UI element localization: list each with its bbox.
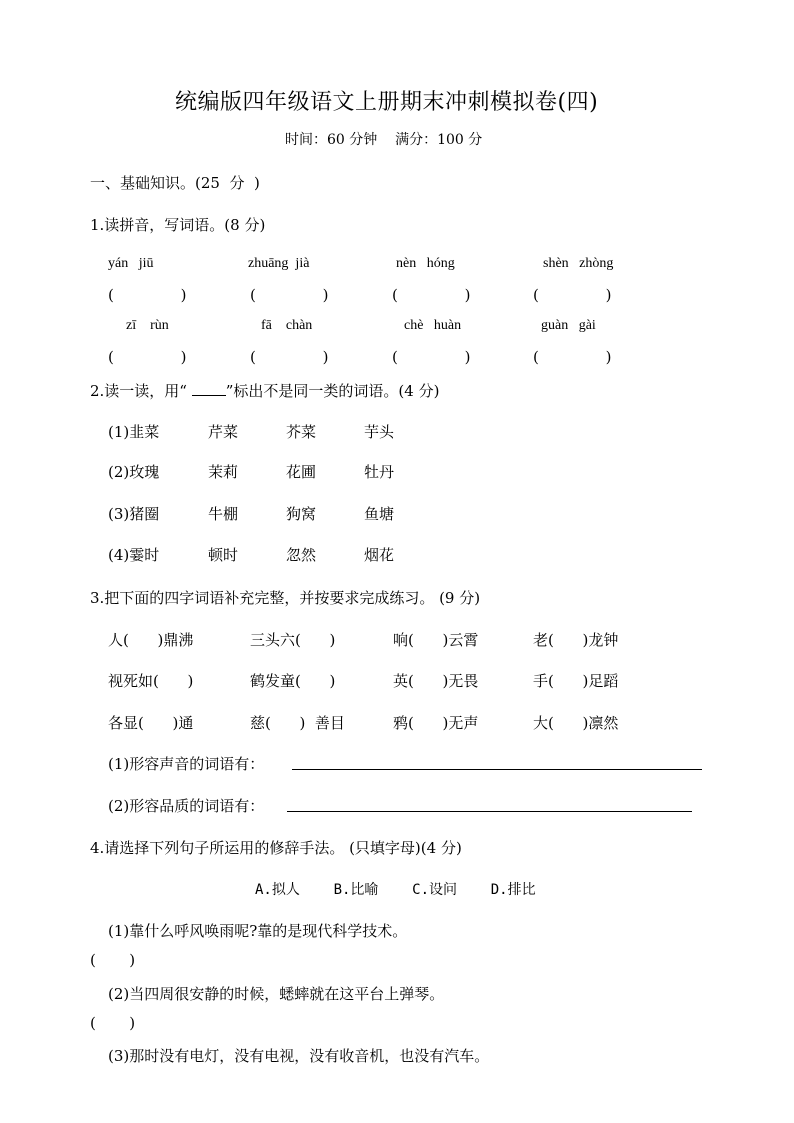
idiom-blank[interactable]: 大( )凛然	[533, 714, 619, 732]
pinyin: zī rùn	[126, 318, 169, 333]
word-item: (4)霎时	[108, 546, 160, 564]
answer-line[interactable]	[287, 811, 692, 812]
question-3-title: 3.把下面的四字词语补充完整，并按要求完成练习。 (9 分)	[90, 589, 481, 607]
word-item: (3)猪圈	[108, 505, 160, 523]
word-item: (2)玫瑰	[108, 463, 160, 481]
idiom-blank[interactable]: 老( )龙钟	[533, 631, 619, 649]
idiom-blank[interactable]: 英( )无畏	[393, 672, 479, 690]
word-item: 鱼塘	[364, 505, 395, 523]
answer-blank[interactable]: ( )	[533, 348, 612, 366]
word-item: 牛棚	[208, 505, 239, 523]
answer-blank[interactable]: ( )	[392, 286, 471, 304]
word-item: 忽然	[286, 546, 317, 564]
question-4-title: 4.请选择下列句子所运用的修辞手法。 (只填字母)(4 分)	[90, 839, 462, 857]
sub-question-sound: (1)形容声音的词语有：	[108, 755, 265, 773]
sub-question-quality: (2)形容品质的词语有：	[108, 797, 265, 815]
word-item: 芹菜	[208, 423, 239, 441]
answer-blank[interactable]: ( )	[90, 1014, 136, 1032]
answer-blank[interactable]: ( )	[90, 951, 136, 969]
pinyin: nèn hóng	[396, 256, 455, 271]
pinyin: fā chàn	[261, 318, 313, 333]
pinyin: guàn gài	[541, 318, 596, 333]
word-item: 芥菜	[286, 423, 317, 441]
word-item: 顿时	[208, 546, 239, 564]
pinyin: chè huàn	[404, 318, 462, 333]
idiom-blank[interactable]: 响( )云霄	[393, 631, 479, 649]
answer-blank[interactable]: ( )	[250, 286, 329, 304]
pinyin: zhuāng jià	[248, 256, 310, 271]
pinyin: yán jiū	[108, 256, 154, 271]
sentence: (2)当四周很安静的时候，蟋蟀就在这平台上弹琴。	[108, 985, 445, 1003]
idiom-blank[interactable]: 人( )鼎沸	[108, 631, 194, 649]
page-title: 统编版四年级语文上册期末冲刺模拟卷(四)	[175, 90, 599, 115]
idiom-blank[interactable]: 鹤发童( )	[250, 672, 336, 690]
pinyin: shèn zhòng	[543, 256, 614, 271]
idiom-blank[interactable]: 三头六( )	[250, 631, 336, 649]
word-item: (1)韭菜	[108, 423, 160, 441]
question-2-title	[90, 380, 439, 401]
answer-blank[interactable]: ( )	[108, 348, 187, 366]
question-2-title-part: 2.读一读，用“	[90, 382, 192, 400]
word-item: 牡丹	[364, 463, 395, 481]
sentence: (1)靠什么呼风唤雨呢?靠的是现代科学技术。	[108, 922, 408, 940]
underline-mark	[192, 383, 226, 396]
word-item: 花圃	[286, 463, 317, 481]
exam-meta: 时间：60 分钟 满分：100 分	[285, 132, 483, 148]
answer-blank[interactable]: ( )	[392, 348, 471, 366]
answer-blank[interactable]: ( )	[108, 286, 187, 304]
idiom-blank[interactable]: 视死如( )	[108, 672, 194, 690]
word-item: 烟花	[364, 546, 395, 564]
word-item: 茉莉	[208, 463, 239, 481]
section-heading: 一、基础知识。(25 分 )	[90, 174, 260, 192]
answer-blank[interactable]: ( )	[533, 286, 612, 304]
idiom-blank[interactable]: 各显( )通	[108, 714, 194, 732]
idiom-blank[interactable]: 鸦( )无声	[393, 714, 479, 732]
question-2-title-part: ”标出不是同一类的词语。(4 分)	[225, 382, 440, 400]
question-1-title: 1.读拼音，写词语。(8 分)	[90, 216, 266, 234]
idiom-blank[interactable]: 慈( ) 善目	[250, 714, 345, 732]
sentence: (3)那时没有电灯，没有电视，没有收音机，也没有汽车。	[108, 1047, 490, 1065]
idiom-blank[interactable]: 手( )足蹈	[533, 672, 619, 690]
word-item: 狗窝	[286, 505, 317, 523]
word-item: 芋头	[364, 423, 395, 441]
answer-blank[interactable]: ( )	[250, 348, 329, 366]
rhetoric-options: A.拟人 B.比喻 C.设问 D.排比	[255, 882, 536, 898]
answer-line[interactable]	[292, 769, 702, 770]
